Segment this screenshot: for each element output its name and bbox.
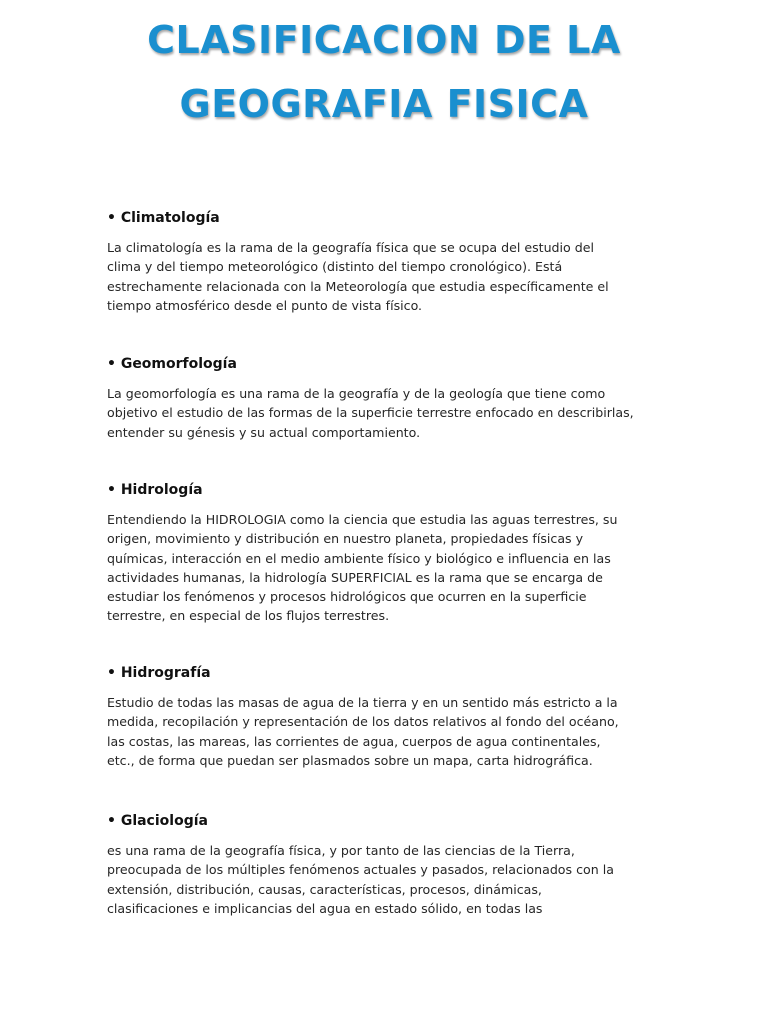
body-line: etc., de forma que puedan ser plasmados sobre un mapa, carta hidrográfica. [107, 752, 593, 768]
body-line: es una rama de la geografía física, y por tanto de las ciencias de la Tierra, [107, 843, 575, 858]
body-line: objetivo el estudio de las formas de la superficie terrestre enfocado en describirlas, [107, 405, 634, 421]
body-line: estudiar los fenómenos y procesos hidrológicos que ocurren en la superficie [107, 589, 587, 605]
section-heading: • Hidrografía [107, 665, 211, 681]
section-hidrografia [107, 664, 667, 770]
body-line: clasificaciones e implicancias del agua en estado sólido, en todas las [107, 900, 543, 916]
body-line: origen, movimiento y distribución en nuestro planeta, propiedades físicas y [107, 531, 584, 547]
section-body [107, 510, 667, 626]
body-line: entender su génesis y su actual comportamiento. [107, 424, 421, 440]
body-line: La climatología es la rama de la geografía física que se ocupa del estudio del [107, 240, 594, 255]
body-line: medida, recopilación y representación de los datos relativos al fondo del océano, [107, 714, 619, 730]
body-line: preocupada de los múltiples fenómenos actuales y pasados, relacionados con la [107, 862, 614, 878]
section-body [107, 238, 667, 315]
body-line: La geomorfología es una rama de la geografía y de la geología que tiene como [107, 386, 606, 401]
body-line: las costas, las mareas, las corrientes de agua, cuerpos de agua continentales, [107, 733, 601, 749]
section-climatologia [107, 209, 667, 315]
body-line: extensión, distribución, causas, características, procesos, dinámicas, [107, 881, 542, 897]
section-geomorfologia [107, 355, 667, 442]
body-line: Estudio de todas las masas de agua de la tierra y en un sentido más estricto a la [107, 695, 618, 710]
body-line: terrestre, en especial de los flujos terrestres. [107, 608, 390, 624]
title-line-1: CLASIFICACION DE LA [147, 18, 621, 62]
section-heading: • Hidrología [107, 482, 203, 498]
page-title [0, 8, 768, 136]
title-line-2: GEOGRAFIA FISICA [179, 82, 589, 126]
body-line: tiempo atmosférico desde el punto de vista físico. [107, 297, 423, 313]
body-line: actividades humanas, la hidrología SUPERFICIAL es la rama que se encarga de [107, 569, 603, 585]
body-line: Entendiendo la HIDROLOGIA como la ciencia que estudia las aguas terrestres, su [107, 512, 618, 527]
section-heading: • Geomorfología [107, 356, 237, 372]
section-heading: • Climatología [107, 210, 220, 226]
body-line: estrechamente relacionada con la Meteorología que estudia específicamente el [107, 278, 609, 294]
section-body [107, 384, 667, 442]
section-hidrologia [107, 481, 667, 626]
section-heading: • Glaciología [107, 813, 208, 829]
section-body [107, 841, 667, 918]
body-line: químicas, interacción en el medio ambiente físico y biológico e influencia en las [107, 550, 611, 566]
section-glaciologia [107, 812, 667, 918]
section-body [107, 693, 667, 770]
body-line: clima y del tiempo meteorológico (distinto del tiempo cronológico). Está [107, 259, 563, 275]
